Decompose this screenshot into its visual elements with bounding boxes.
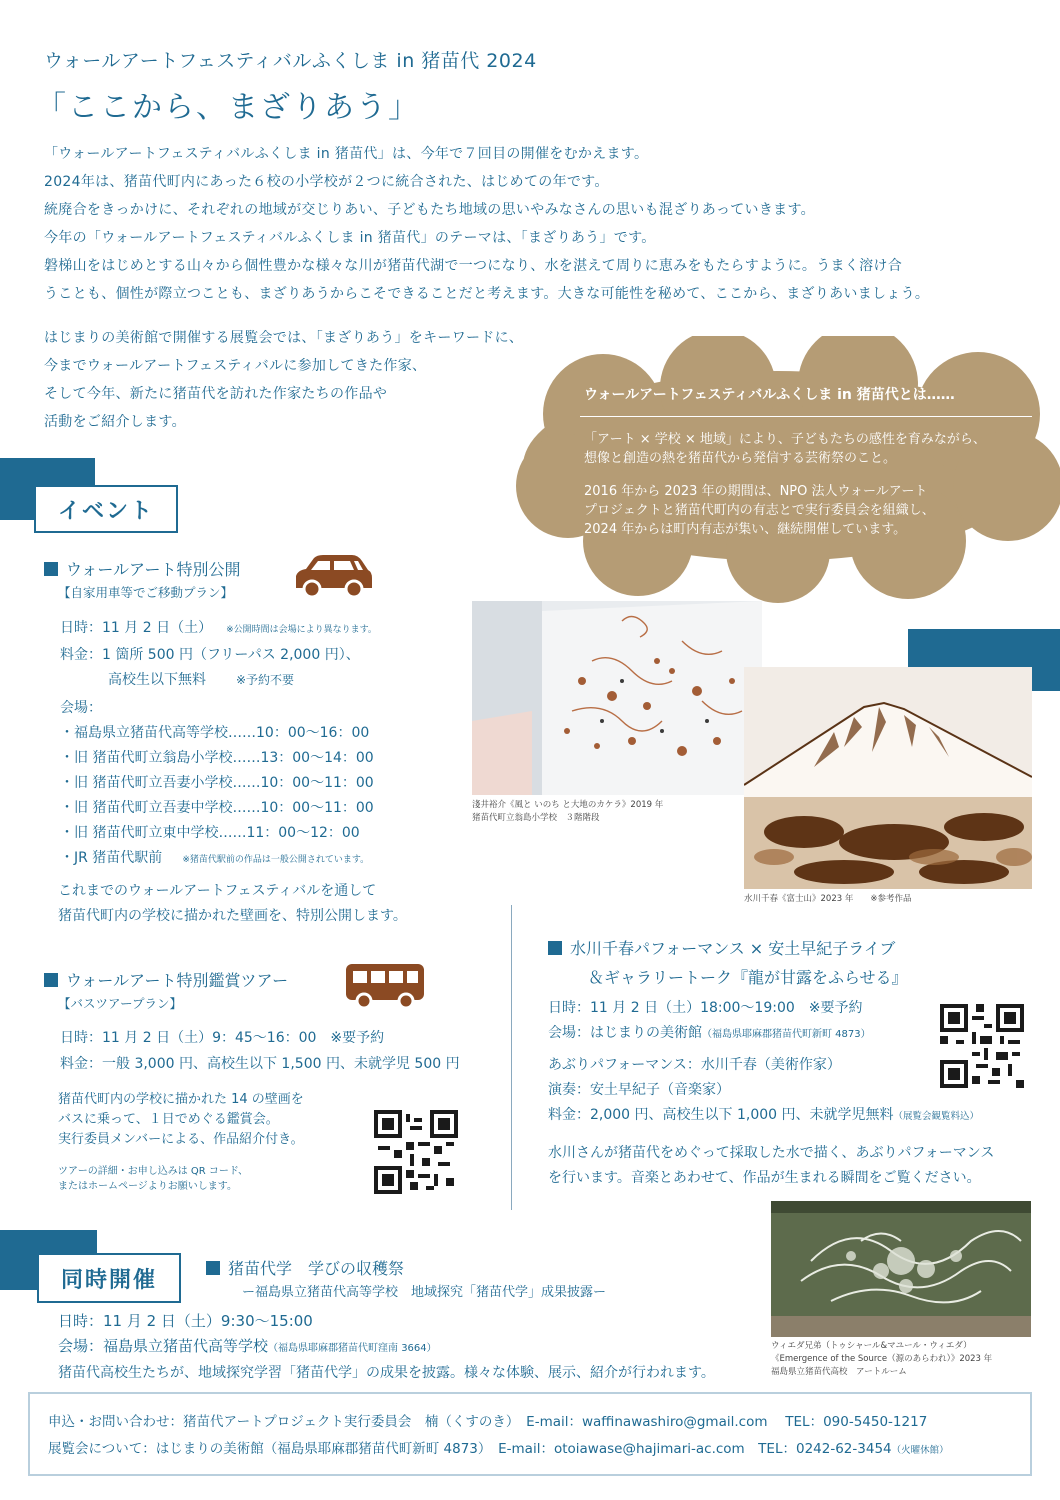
exhibit-line: 活動をご紹介します。	[44, 414, 186, 430]
intro-line: 磐梯山をはじめとする山々から個性豊かな様々な川が猪苗代湖で一つになり、水を湛えて周りに恵みをもたらすように。うまく溶け合	[44, 258, 902, 274]
ev1-date-note: ※公開時間は会場により異なります。	[226, 625, 377, 635]
contact-line-2-note: （火曜休館）	[891, 1445, 949, 1456]
ev1-fee-note: ※予約不要	[236, 673, 295, 687]
ev1-desc-line: 猪苗代町内の学校に描かれた壁画を、特別公開します。	[58, 908, 407, 924]
ev4-venue: 会場：福島県立猪苗代高等学校	[58, 1337, 269, 1355]
intro-line: 今年の「ウォールアートフェスティバルふくしま in 猪苗代」のテーマは、「まざりあう」です。	[44, 230, 656, 246]
about-title: ウォールアートフェスティバルふくしま in 猪苗代とは……	[584, 387, 955, 403]
ev1-venue-label: 会場：	[60, 700, 102, 716]
ev2-desc-line: 実行委員メンバーによる、作品紹介付き。	[58, 1132, 304, 1147]
concurrent-label: 同時開催	[37, 1253, 181, 1303]
ev3-fee: 料金：2,000 円、高校生以下 1,000 円、未就学児無料	[548, 1107, 894, 1123]
ev4-desc: 猪苗代高校生たちが、地域探究学習「猪苗代学」の成果を披露。様々な体験、展示、紹介が行われます。	[58, 1365, 715, 1381]
ev4-sub: ー福島県立猪苗代高等学校 地域探究「猪苗代学」成果披露ー	[242, 1285, 607, 1300]
ev3-title	[548, 936, 908, 988]
ev4-venue-addr: （福島県耶麻郡猪苗代町窪南 3664）	[268, 1343, 437, 1354]
bullet-square	[206, 1261, 220, 1275]
ev1-plan: 【自家用車等でご移動プラン】	[58, 585, 234, 600]
ev1-fee: 料金：1 箇所 500 円（フリーパス 2,000 円）、	[60, 647, 360, 663]
about-p2	[584, 482, 935, 539]
contact-line-2	[48, 1437, 949, 1457]
ev3-title-line2: ＆ギャラリートーク『龍が甘露をふらせる』	[588, 968, 908, 987]
img2-caption: 水川千春《富士山》2023 年 ※参考作品	[744, 894, 912, 904]
caption-line: 《Emergence of the Source（源のあらわれ）》2023 年	[771, 1354, 993, 1364]
exhibit-text	[44, 324, 564, 436]
ev3-title-line1: 水川千春パフォーマンス × 安土早紀子ライブ	[570, 939, 896, 958]
ev2-fee: 料金：一般 3,000 円、高校生以下 1,500 円、未就学児 500 円	[60, 1056, 460, 1072]
ev1-desc	[58, 879, 407, 929]
venue-item: ・旧 猪苗代町立吾妻小学校……10：00～11：00	[60, 775, 374, 791]
venue-item: ・福島県立猪苗代高等学校……10：00～16：00	[60, 725, 370, 741]
img1-caption	[472, 799, 663, 825]
ev3-music: 演奏：安土早紀子（音楽家）	[548, 1082, 730, 1098]
venue-item: ・旧 猪苗代町立東中学校……11：00～12：00	[60, 825, 360, 841]
contact-line-1: 申込・お問い合わせ：猪苗代アートプロジェクト実行委員会 楠（くすのき） E-mail：waffinawashiro@gmail.com TEL：090-5450-1217	[48, 1414, 928, 1430]
about-divider	[580, 416, 1032, 417]
ev2-desc	[58, 1090, 304, 1150]
event-subtitle: ウォールアートフェスティバルふくしま in 猪苗代 2024	[44, 50, 537, 72]
ev3-desc	[548, 1141, 994, 1191]
bus-icon	[344, 962, 426, 1010]
ev3-desc-line: を行います。音楽とあわせて、作品が生まれる瞬間をご覧ください。	[548, 1170, 981, 1186]
ev3-perf: あぶりパフォーマンス：水川千春（美術作家）	[548, 1057, 841, 1073]
caption-line: 猪苗代町立翁島小学校 ３階階段	[472, 813, 600, 823]
ev2-date: 日時：11 月 2 日（土）9：45～16：00 ※要予約	[60, 1030, 385, 1046]
img3-caption	[771, 1340, 992, 1379]
column-divider	[511, 905, 512, 1210]
car-icon	[290, 552, 374, 602]
ev3-desc-line: 水川さんが猪苗代をめぐって採取した水で描く、あぶりパフォーマンス	[548, 1145, 995, 1161]
ev3-date: 日時：11 月 2 日（土）18:00～19:00 ※要予約	[548, 1000, 863, 1016]
mural-photo	[472, 601, 762, 795]
ev3-details	[548, 996, 979, 1129]
contact-line-2-main: 展覧会について：はじまりの美術館（福島県耶麻郡猪苗代町新町 4873） E-mail：otoiawase@hajimari-ac.com TEL：0242-62-3454	[48, 1441, 892, 1457]
about-line: 「アート × 学校 × 地域」により、子どもたちの感性を育みながら、	[584, 432, 986, 447]
page-title: 「ここから、まざりあう」	[36, 90, 420, 125]
caption-line: ウィエダ兄弟（トゥシャール&マユール・ウィエダ）	[771, 1341, 972, 1351]
exhibit-line: そして今年、新たに猪苗代を訪れた作家たちの作品や	[44, 386, 388, 402]
ev3-fee-note: （展覧会観覧料込）	[893, 1111, 980, 1122]
ev2-title-text: ウォールアート特別鑑賞ツアー	[66, 971, 289, 990]
ev3-venue: 会場：はじまりの美術館	[548, 1025, 702, 1041]
intro-line: うことも、個性が際立つことも、まざりあうからこそできることだと考えます。大きな可能性を秘めて、ここから、まざりあいましょう。	[44, 286, 930, 302]
bullet-square	[44, 562, 58, 576]
about-line: 2024 年からは町内有志が集い、継続開催しています。	[584, 522, 907, 537]
ev2-note-line: ツアーの詳細・お申し込みは QR コード、	[58, 1166, 248, 1177]
contact-box	[28, 1392, 1032, 1476]
ev2-note	[58, 1164, 248, 1194]
venue-item: ・旧 猪苗代町立吾妻中学校……10：00～11：00	[60, 800, 374, 816]
ev1-details	[60, 616, 490, 873]
ev3-venue-addr: （福島県耶麻郡猪苗代町新町 4873）	[702, 1029, 871, 1040]
ev4-title-text: 猪苗代学 学びの収穫祭	[228, 1259, 405, 1278]
ev1-title-text: ウォールアート特別公開	[66, 560, 241, 579]
events-label: イベント	[34, 485, 178, 533]
bullet-square	[44, 973, 58, 987]
intro-line: 「ウォールアートフェスティバルふくしま in 猪苗代」は、今年で７回目の開催をむかえます。	[44, 146, 649, 162]
ev2-note-line: またはホームページよりお願いします。	[58, 1181, 237, 1192]
fuji-photo	[744, 667, 1032, 889]
ev4-title	[206, 1256, 404, 1279]
ev4-details	[58, 1309, 715, 1386]
about-line: 2016 年から 2023 年の期間は、NPO 法人ウォールアート	[584, 484, 928, 499]
station-note: ※猪苗代駅前の作品は一般公開されています。	[182, 855, 370, 865]
exhibit-line: 今までウォールアートフェスティバルに参加してきた作家、	[44, 358, 427, 374]
intro-line: 2024年は、猪苗代町内にあった６校の小学校が２つに統合された、はじめての年です。	[44, 174, 609, 190]
ev2-plan: 【バスツアープラン】	[58, 996, 183, 1011]
ev1-title	[44, 557, 241, 580]
caption-line: 福島県立猪苗代高校 アートルーム	[771, 1367, 907, 1377]
about-line: プロジェクトと猪苗代町内の有志とで実行委員会を組織し、	[584, 503, 935, 518]
ev2-title	[44, 968, 288, 991]
about-line: 想像と創造の熱を猪苗代から発信する芸術祭のこと。	[584, 451, 897, 466]
artroom-photo	[771, 1201, 1031, 1337]
qr-code[interactable]	[374, 1110, 458, 1194]
intro-line: 統廃合をきっかけに、それぞれの地域が交じりあい、子どもたち地域の思いやみなさんの思いも混ざりあっていきます。	[44, 202, 815, 218]
venue-item: ・JR 猪苗代駅前	[60, 850, 163, 866]
qr-code[interactable]	[940, 1004, 1024, 1088]
venue-item: ・旧 猪苗代町立翁島小学校……13：00～14：00	[60, 750, 374, 766]
ev1-fee2: 高校生以下無料	[108, 672, 206, 688]
ev1-date: 日時：11 月 2 日（土）	[60, 620, 213, 636]
about-p1	[584, 430, 986, 468]
exhibit-line: はじまりの美術館で開催する展覧会では、「まざりあう」をキーワードに、	[44, 330, 524, 346]
ev2-desc-line: バスに乗って、１日でめぐる鑑賞会。	[58, 1112, 279, 1127]
intro-text	[44, 140, 1034, 308]
ev2-desc-line: 猪苗代町内の学校に描かれた 14 の壁画を	[58, 1092, 304, 1107]
ev4-date: 日時：11 月 2 日（土）9:30～15:00	[58, 1312, 313, 1330]
bullet-square	[548, 941, 562, 955]
about-cloud	[508, 336, 1060, 606]
ev1-desc-line: これまでのウォールアートフェスティバルを通して	[58, 883, 377, 899]
caption-line: 淺井裕介《風と いのち と大地のカケラ》2019 年	[472, 800, 664, 810]
